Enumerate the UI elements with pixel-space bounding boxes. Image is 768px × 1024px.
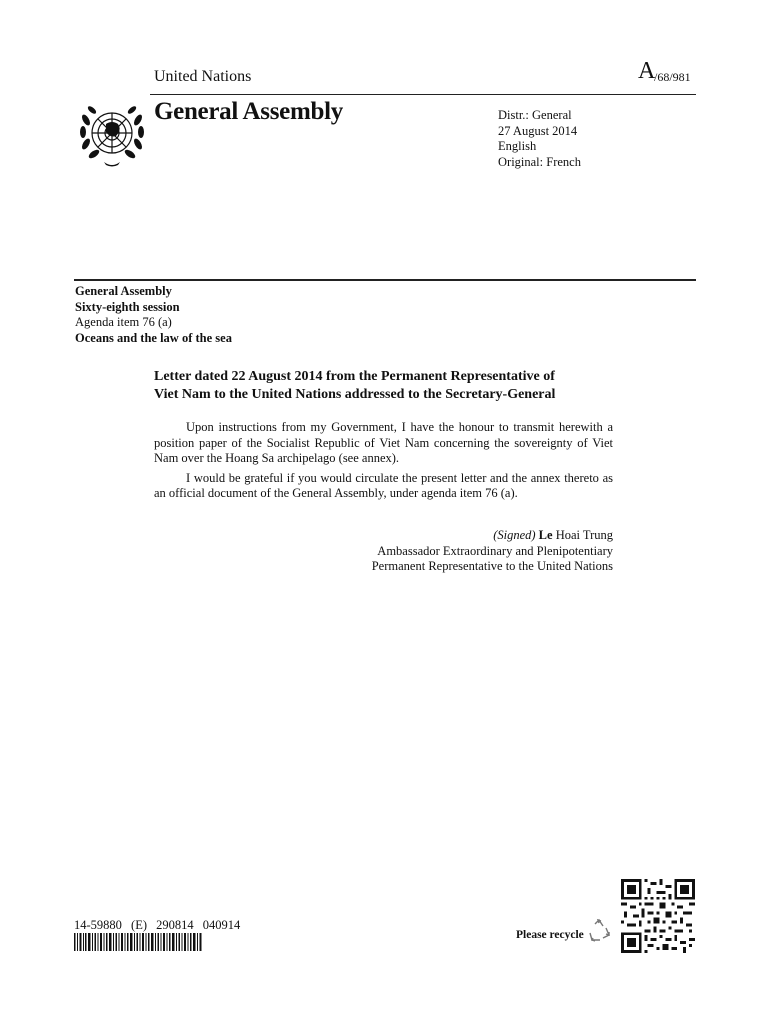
letter-body bbox=[154, 420, 613, 506]
letter-title-line-1: Letter dated 22 August 2014 from the Permanent Representative of bbox=[154, 369, 555, 384]
header-rule bbox=[150, 94, 696, 95]
issue-date: 27 August 2014 bbox=[498, 123, 578, 138]
recycle-label: Please recycle bbox=[516, 929, 584, 941]
signatory-title-1: Ambassador Extraordinary and Plenipotentiary bbox=[377, 543, 613, 558]
footer-date-1: 290814 bbox=[156, 918, 194, 932]
letter-title-line-2: Viet Nam to the United Nations addressed to the Secretary-General bbox=[154, 387, 556, 402]
qr-code-icon bbox=[621, 879, 695, 953]
signatory-line bbox=[300, 528, 613, 544]
document-symbol: /68/981 bbox=[654, 70, 691, 84]
language: English bbox=[498, 139, 537, 153]
signatory-first: Le bbox=[538, 528, 553, 542]
job-code-line bbox=[74, 918, 240, 933]
document-symbol-prefix: A bbox=[638, 58, 656, 84]
org-name: United Nations bbox=[154, 68, 252, 85]
agenda-topic: Oceans and the law of the sea bbox=[75, 330, 232, 345]
paragraph: I would be grateful if you would circulate the present letter and the annex thereto as an official document of the General Assembly, under agenda item 76 (a). bbox=[154, 470, 613, 500]
footer-date-2: 040914 bbox=[202, 918, 241, 932]
signed-label: (Signed) bbox=[493, 528, 536, 542]
un-emblem-icon bbox=[76, 100, 148, 170]
signatory-rest: Hoai Trung bbox=[555, 528, 613, 542]
paragraph: Upon instructions from my Government, I have the honour to transmit herewith a position paper of the Socialist Republic of Viet Nam concerning the sovereignty of Viet Nam over the Hoang Sa archipelago (see annex). bbox=[154, 420, 613, 465]
barcode-icon bbox=[74, 933, 202, 951]
agenda-block bbox=[75, 284, 232, 346]
organ: General Assembly bbox=[75, 284, 172, 298]
original-language: Original: French bbox=[498, 154, 581, 169]
organ-title: General Assembly bbox=[154, 98, 343, 125]
session: Sixty-eighth session bbox=[75, 299, 180, 314]
job-code: 14-59880 (E) bbox=[74, 918, 147, 932]
agenda-item: Agenda item 76 (a) bbox=[75, 315, 172, 329]
distribution-block bbox=[498, 108, 581, 170]
distribution: Distr.: General bbox=[498, 108, 572, 122]
signatory-title-2: Permanent Representative to the United Nations bbox=[371, 559, 613, 573]
signature-block bbox=[300, 528, 613, 575]
recycle-icon bbox=[586, 918, 612, 944]
letter-title bbox=[154, 368, 624, 404]
section-rule bbox=[74, 279, 696, 281]
